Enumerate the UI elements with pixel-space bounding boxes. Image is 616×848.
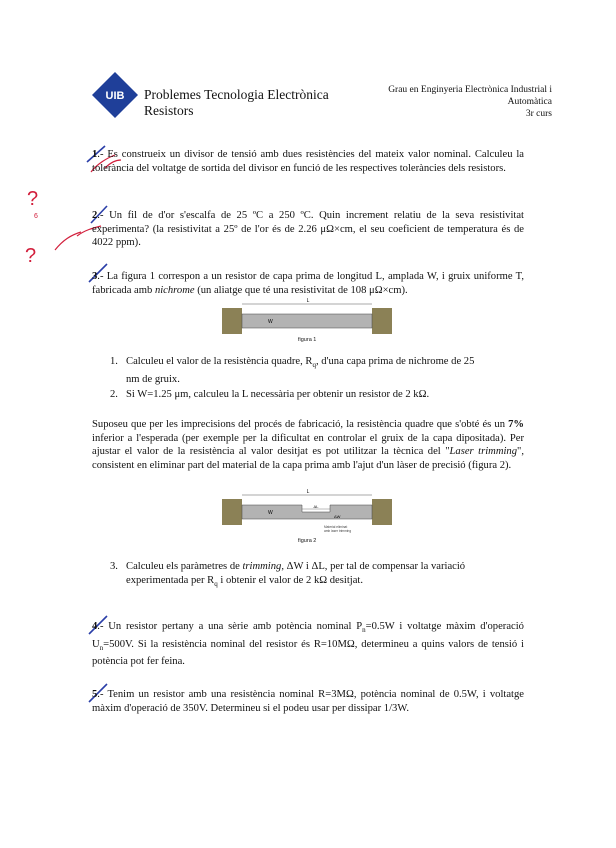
- problem-3-number: 3: [92, 271, 98, 282]
- problem-2-text: .- Un fil de d'or s'escalfa de 25 ºC a 250 ºC. Quin increment relatiu de la seva resistivitat experimenta? (la resistivitat a 25º de l'or és de 2.26 μΩ×cm, el seu coeficient de temperatura és de 4022 ppm).: [92, 210, 524, 249]
- course-line-3: 3r curs: [525, 109, 552, 119]
- question-3-1: 1. Calculeu el valor de la resistència quadre, $R_q$, d'una capa prima de nichrome de 25 nm de gruix.: [110, 356, 475, 385]
- svg-text:L: L: [306, 489, 310, 495]
- figure-1-caption: figura 1: [298, 337, 317, 343]
- trimming-paragraph: Suposeu que per les imprecisions del procés de fabricació, la resistència quadre que s'obté és un 7% inferior a l'esperada (per exemple per la dificultat en controlar el gruix de la capa dipositada). Per ajustar el valor de la resistència al valor desitjat es pot utilitzar la tècnica del "Laser trimming", consistent en eliminar part del material de la capa prima amb l'ajut d'un làser de precisió (figura 2).: [92, 419, 524, 471]
- svg-text:Material eliminat: Material eliminat: [324, 525, 348, 529]
- problem-5-text: .- Tenim un resistor amb una resistència nominal R=3MΩ, potència nominal de 0.5W, i voltatge màxim d'operació de 350V. Determineu si el podeu usar per dissipar 1/3W.: [92, 689, 524, 714]
- problem-1: [92, 148, 524, 175]
- svg-text:ΔL: ΔL: [313, 504, 319, 509]
- question-mark-2: ?: [25, 245, 37, 267]
- svg-text:ΔW: ΔW: [334, 514, 341, 519]
- figure-2: [220, 488, 396, 540]
- question-3-2: 2. Si W=1.25 μm, calculeu la L necessària per obtenir un resistor de 2 kΩ.: [110, 389, 430, 400]
- course-line-1: Grau en Enginyeria Electrònica Industrial i: [388, 85, 552, 95]
- uib-logo-text: UIB: [105, 90, 125, 102]
- document-title: [144, 87, 329, 119]
- title-line-2: Resistors: [144, 103, 194, 118]
- problem-5: [92, 688, 524, 715]
- problem-1-number: 1: [92, 149, 98, 160]
- problem-3-intro: 3.- La figura 1 correspon a un resistor de capa prima de longitud L, amplada W, i gruix uniforme T, fabricada amb nichrome (un aliatge que té una resistivitat de 108 μΩ×cm).: [92, 271, 524, 296]
- problem-4: 4.- Un resistor pertany a una sèrie amb potència nominal $P_n=0.5W$ i voltatge màxim d'operació $U_n=500V$. Si la resistència nominal del resistor és R=10MΩ, determineu a quins valors de tensió i potència pot fer feina.: [92, 621, 524, 668]
- title-line-1: Problemes Tecnologia Electrònica: [144, 87, 329, 102]
- course-line-2: Automàtica: [507, 97, 552, 107]
- figure-2-caption: figura 2: [298, 538, 317, 544]
- question-3-3: 3. Calculeu els paràmetres de trimming, ΔW i ΔL, per tal de compensar la variació experimentada per $R_q$ i obtenir el valor de 2 kΩ desitjat.: [110, 561, 466, 588]
- problem-4-number: 4: [92, 621, 98, 632]
- uib-logo: [92, 72, 138, 118]
- svg-text:L: L: [306, 298, 310, 304]
- svg-text:amb laser trimming: amb laser trimming: [324, 529, 352, 533]
- problem-2: [92, 209, 524, 250]
- problem-1-text: .- Es construeix un divisor de tensió amb dues resistències del mateix valor nominal. Calculeu la tolerància del voltatge de sortida del divisor en funció de les respectives toleràncies dels resistors.: [92, 149, 524, 174]
- course-info: [352, 84, 552, 120]
- question-mark-1: ?: [27, 188, 39, 210]
- problem-2-number: 2: [92, 210, 98, 221]
- svg-text:W: W: [268, 319, 273, 325]
- problem-5-number: 5: [92, 689, 98, 700]
- svg-text:W: W: [268, 510, 273, 516]
- svg-text:6: 6: [34, 213, 38, 220]
